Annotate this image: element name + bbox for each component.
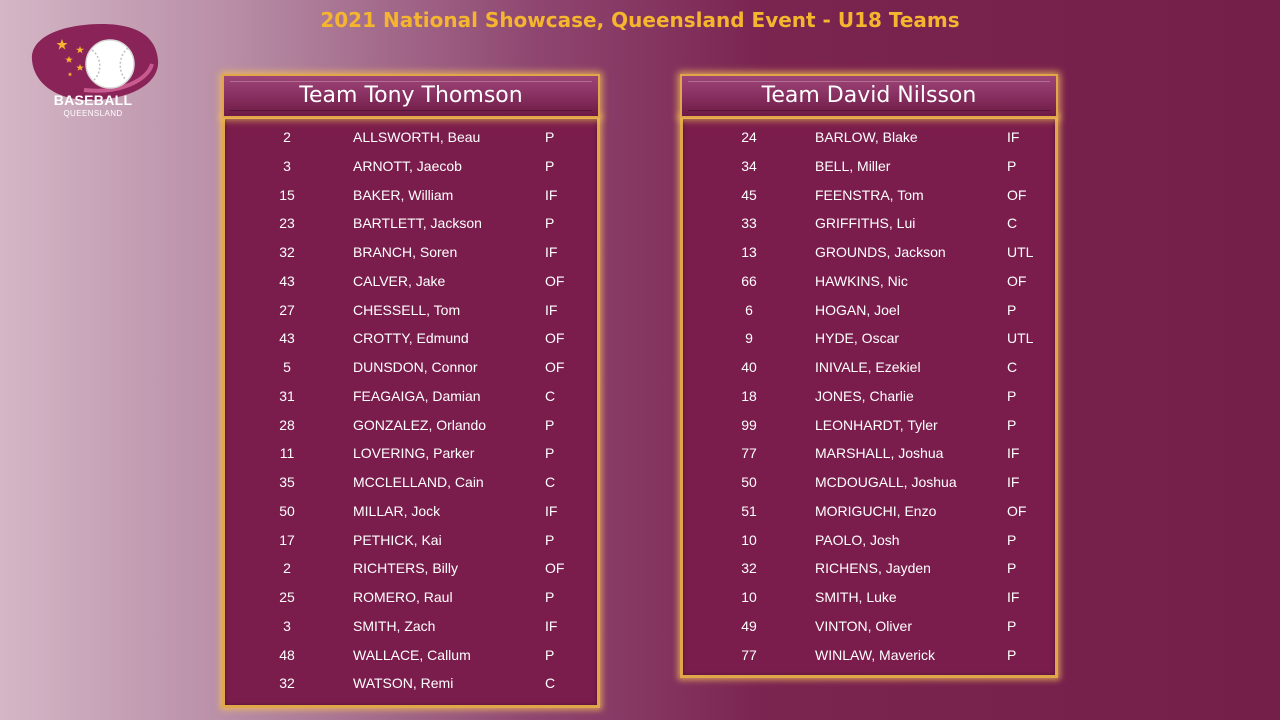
player-num: 77 [741, 646, 757, 663]
player-num: 32 [741, 560, 757, 577]
player-num: 9 [745, 330, 753, 347]
player-pos: P [1007, 301, 1017, 318]
player-name: HAWKINS, Nic [815, 272, 908, 289]
player-pos: P [545, 416, 555, 433]
player-num: 49 [741, 617, 757, 634]
player-num: 43 [279, 272, 295, 289]
player-pos: P [1007, 387, 1017, 404]
player-name: RICHENS, Jayden [815, 560, 931, 577]
player-num: 6 [745, 301, 753, 318]
player-pos: P [1007, 157, 1017, 174]
player-num: 50 [279, 502, 295, 519]
player-pos: C [545, 387, 556, 404]
player-name: LEONHARDT, Tyler [815, 416, 938, 433]
player-name: CROTTY, Edmund [353, 330, 469, 347]
player-num: 24 [741, 129, 757, 145]
logo-text [52, 92, 134, 118]
player-pos: C [1007, 215, 1018, 232]
player-num: 48 [279, 646, 295, 663]
player-name: ARNOTT, Jaecob [353, 157, 462, 174]
player-pos: IF [545, 186, 558, 203]
player-num: 51 [741, 502, 757, 519]
player-name: FEAGAIGA, Damian [353, 387, 481, 404]
player-num: 32 [279, 675, 295, 692]
player-pos: IF [1007, 129, 1020, 145]
player-num: 43 [279, 330, 295, 347]
player-pos: OF [545, 560, 565, 577]
player-num: 5 [283, 359, 291, 375]
player-name: PAOLO, Josh [815, 531, 900, 548]
player-num: 40 [741, 359, 757, 375]
player-pos: OF [1007, 272, 1027, 289]
player-pos: C [1007, 359, 1018, 375]
player-name: WATSON, Remi [353, 675, 454, 692]
team-name-right: Team David Nilsson [761, 83, 977, 108]
player-num: 15 [279, 186, 295, 203]
player-name: VINTON, Oliver [815, 617, 912, 634]
player-num: 99 [741, 416, 757, 433]
player-pos: C [545, 474, 556, 490]
player-pos: P [545, 157, 555, 174]
player-pos: P [545, 129, 555, 145]
team-header-right [680, 74, 1058, 118]
player-num: 11 [279, 445, 295, 462]
player-num: 45 [741, 186, 757, 203]
player-name: MCDOUGALL, Joshua [815, 474, 957, 490]
player-num: 13 [741, 244, 757, 260]
player-num: 32 [279, 244, 295, 260]
player-pos: P [1007, 617, 1017, 634]
player-name: MARSHALL, Joshua [815, 445, 944, 462]
player-num: 3 [283, 617, 291, 634]
player-name: ALLSWORTH, Beau [353, 129, 481, 145]
player-pos: OF [1007, 186, 1027, 203]
player-name: MORIGUCHI, Enzo [815, 502, 937, 519]
player-name: GONZALEZ, Orlando [353, 416, 487, 433]
player-name: INIVALE, Ezekiel [815, 359, 921, 375]
player-name: MILLAR, Jock [353, 502, 441, 519]
player-num: 2 [283, 560, 291, 577]
player-pos: IF [1007, 474, 1020, 490]
player-name: DUNSDON, Connor [353, 359, 478, 375]
player-name: CALVER, Jake [353, 272, 446, 289]
player-num: 23 [279, 215, 295, 232]
player-name: BELL, Miller [815, 157, 891, 174]
player-pos: IF [545, 617, 558, 634]
player-name: BARTLETT, Jackson [353, 215, 482, 232]
player-num: 18 [741, 387, 757, 404]
player-name: CHESSELL, Tom [353, 301, 461, 318]
player-name: RICHTERS, Billy [353, 560, 459, 577]
player-pos: P [1007, 416, 1017, 433]
player-num: 33 [741, 215, 757, 232]
player-name: MCCLELLAND, Cain [353, 474, 484, 490]
player-pos: P [545, 531, 555, 548]
player-pos: OF [1007, 502, 1027, 519]
player-pos: P [545, 445, 555, 462]
player-num: 25 [279, 589, 295, 605]
player-name: HYDE, Oscar [815, 330, 900, 347]
player-name: JONES, Charlie [815, 387, 914, 404]
player-name: BAKER, William [353, 186, 454, 203]
player-pos: IF [545, 244, 558, 260]
player-num: 66 [741, 272, 757, 289]
team-header-left [222, 74, 600, 118]
player-pos: P [545, 646, 555, 663]
player-pos: OF [545, 272, 565, 289]
logo-line2: QUEENSLAND [63, 109, 123, 118]
team-name-left: Team Tony Thomson [299, 83, 523, 108]
player-name: BARLOW, Blake [815, 129, 918, 145]
player-pos: IF [545, 301, 558, 318]
player-num: 31 [279, 387, 295, 404]
player-name: WALLACE, Callum [353, 646, 471, 663]
player-pos: C [545, 675, 556, 692]
player-pos: P [1007, 646, 1017, 663]
player-num: 17 [279, 531, 295, 548]
player-num: 3 [283, 157, 291, 174]
player-num: 10 [741, 589, 757, 605]
player-num: 50 [741, 474, 757, 490]
page-title: 2021 National Showcase, Queensland Event - U18 Teams [320, 8, 960, 32]
player-num: 2 [283, 129, 291, 145]
player-pos: OF [545, 359, 565, 375]
player-pos: OF [545, 330, 565, 347]
player-name: WINLAW, Maverick [815, 646, 936, 663]
player-num: 10 [741, 531, 757, 548]
logo-line1: BASEBALL [53, 92, 133, 108]
player-name: GRIFFITHS, Lui [815, 215, 916, 232]
player-pos: UTL [1007, 244, 1034, 260]
player-num: 35 [279, 474, 295, 490]
player-num: 28 [279, 416, 295, 433]
player-name: ROMERO, Raul [353, 589, 453, 605]
player-num: 77 [741, 445, 757, 462]
player-pos: P [1007, 560, 1017, 577]
player-name: LOVERING, Parker [353, 445, 475, 462]
player-name: PETHICK, Kai [353, 531, 442, 548]
player-name: HOGAN, Joel [815, 301, 900, 318]
player-pos: UTL [1007, 330, 1034, 347]
player-pos: P [1007, 531, 1017, 548]
player-pos: IF [545, 502, 558, 519]
player-name: SMITH, Zach [353, 617, 436, 634]
player-name: FEENSTRA, Tom [815, 186, 924, 203]
player-pos: P [545, 215, 555, 232]
player-num: 27 [279, 301, 295, 318]
player-pos: IF [1007, 445, 1020, 462]
player-name: BRANCH, Soren [353, 244, 458, 260]
player-pos: IF [1007, 589, 1020, 605]
player-num: 34 [741, 157, 757, 174]
player-name: SMITH, Luke [815, 589, 897, 605]
player-name: GROUNDS, Jackson [815, 244, 946, 260]
player-pos: P [545, 589, 555, 605]
